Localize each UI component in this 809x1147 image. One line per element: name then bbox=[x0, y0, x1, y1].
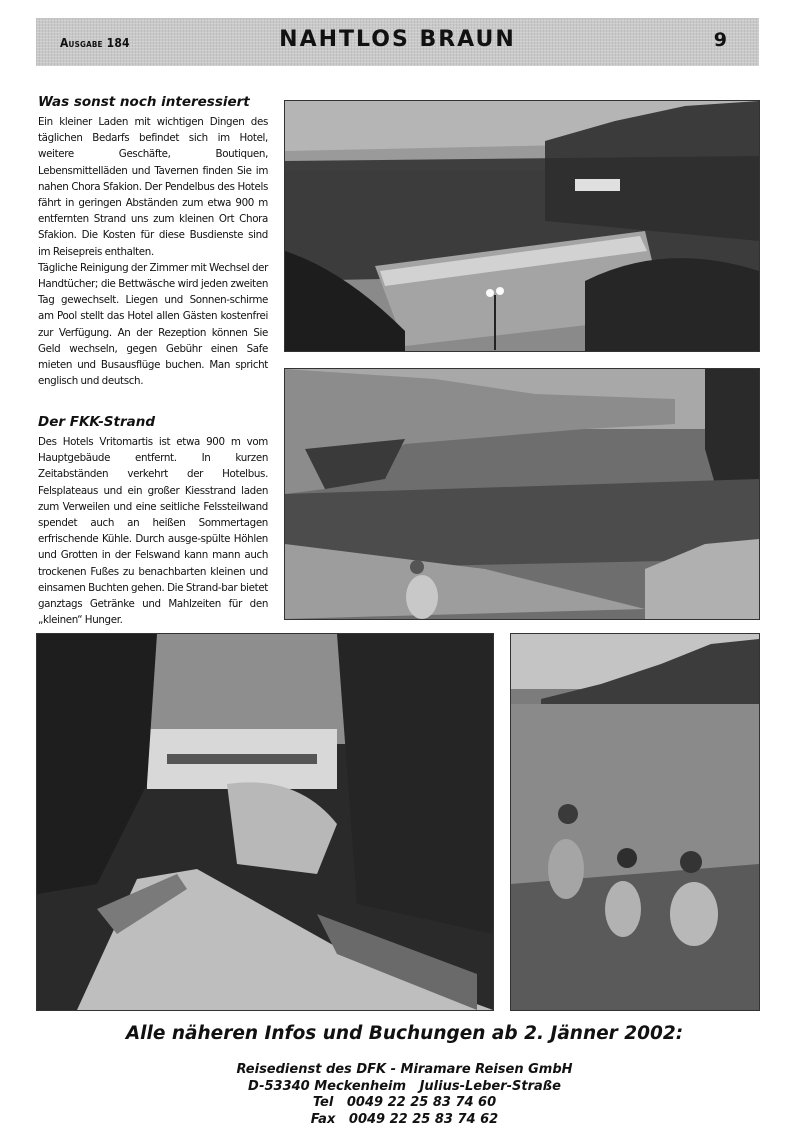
contact-block bbox=[0, 1062, 809, 1128]
article-section-fkk-beach bbox=[38, 414, 268, 628]
paragraph: Des Hotels Vritomartis ist etwa 900 m vom Hauptgebäude entfernt. In kurzen Zeitabständen verkehrt der Hotelbus. Felsplateaus und ein großer Kiesstrand laden zum Verweilen und eine seitliche Felssteilwand spendet auch an heißen Sommertagen erfrischende Kühle. Durch ausge-spülte Höhlen und Grotten in der Felswand kann mann auch trockenen Fußes zu benachbarten kleinen und einsamen Buchten gehen. Die Strand-bar bietet ganztags Getränke und Mahlzeiten für den „kleinen“ Hunger. bbox=[38, 436, 268, 627]
photo-bathers-at-sea bbox=[510, 633, 760, 1011]
paragraph: Tägliche Reinigung der Zimmer mit Wechsel der Handtücher; die Bettwäsche wird jeden zweiten Tag gewechselt. Liegen und Sonnen-schirme am Pool stellt das Hotel allen Gästen kostenfrei zur Verfügung. An der Rezeption können Sie Geld wechseln, gegen Gebühr einen Safe mieten und Busausflüge buchen. Man spricht englisch und deutsch. bbox=[38, 261, 269, 388]
article-section-amenities bbox=[38, 94, 268, 389]
telephone-number: Tel 0049 22 25 83 74 60 bbox=[312, 1095, 497, 1110]
page-header bbox=[36, 18, 759, 66]
page-number: 9 bbox=[713, 29, 727, 51]
booking-call-to-action: Alle näheren Infos und Buchungen ab 2. Jänner 2002: bbox=[125, 1023, 684, 1044]
street-address: D-53340 Meckenheim Julius-Leber-Straße bbox=[248, 1078, 561, 1094]
section-heading: Der FKK-Strand bbox=[38, 414, 156, 430]
photo-garden-path bbox=[36, 633, 494, 1011]
photo-rocky-cove bbox=[284, 368, 760, 620]
fax-number: Fax 0049 22 25 83 74 62 bbox=[310, 1111, 499, 1127]
section-heading: Was sonst noch interessiert bbox=[38, 94, 250, 110]
magazine-title: NAHTLOS BRAUN bbox=[279, 27, 516, 52]
paragraph: Ein kleiner Laden mit wichtigen Dingen des täglichen Bedarfs befindet sich im Hotel, weitere Geschäfte, Boutiquen, Lebensmittelläden und Tavernen finden Sie im nahen Chora Sfakion. Der Pendelbus des Hotels fährt in geringen Abständen zum etwa 900 m entfernten Strand uns zum kleinen Ort Chora Sfakion. Die Kosten für diese Busdienste sind im Reisepreis enthalten. bbox=[38, 116, 268, 258]
photo-hotel-pool bbox=[284, 100, 760, 352]
company-name: Reisedienst des DFK - Miramare Reisen GmbH bbox=[236, 1062, 573, 1077]
issue-number: Ausgabe 184 bbox=[60, 36, 130, 50]
